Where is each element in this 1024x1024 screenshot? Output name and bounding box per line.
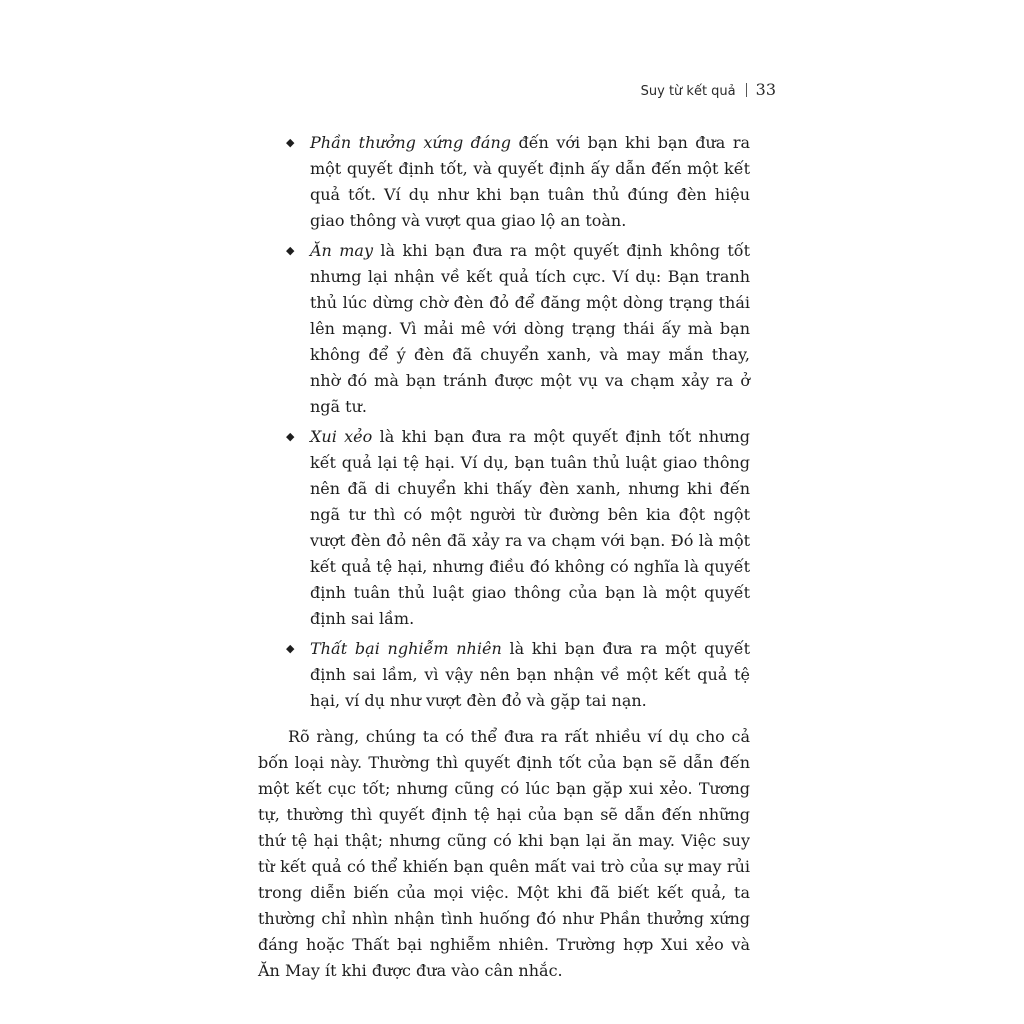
bullet-icon: ◆ xyxy=(286,244,295,257)
header-separator xyxy=(746,83,747,97)
list-item-text: là khi bạn đưa ra một quyết định sai lầm, vì vậy nên bạn nhận về một kết quả tệ hại, ví dụ như vượt đèn đỏ và gặp tai nạn. xyxy=(310,639,750,710)
list-item-text: là khi bạn đưa ra một quyết định tốt nhưng kết quả lại tệ hại. Ví dụ, bạn tuân thủ luật giao thông nên đã di chuyển khi thấy đèn xanh, nhưng khi đến ngã tư thì có một người từ đường bên kia đột ngột vượt đèn đỏ nên đã xảy ra va chạm với bạn. Đó là một kết quả tệ hại, nhưng điều đó không có nghĩa là quyết định tuân thủ luật giao thông của bạn là một quyết định sai lầm. xyxy=(310,427,750,628)
running-header xyxy=(540,80,776,99)
list-item-term: Ăn may xyxy=(310,241,374,260)
running-title: Suy từ kết quả xyxy=(640,84,736,99)
page-number: 33 xyxy=(755,80,776,99)
list-item xyxy=(258,238,750,420)
list-item-text: là khi bạn đưa ra một quyết định không tốt nhưng lại nhận về kết quả tích cực. Ví dụ: Bạn tranh thủ lúc dừng chờ đèn đỏ để đăng một dòng trạng thái lên mạng. Vì mải mê với dòng trạng thái ấy mà bạn không để ý đèn đã chuyển xanh, và may mắn thay, nhờ đó mà bạn tránh được một vụ va chạm xảy ra ở ngã tư. xyxy=(310,241,750,416)
body-text xyxy=(258,130,750,984)
list-item-term: Xui xẻo xyxy=(310,427,373,446)
list-item-term: Thất bại nghiễm nhiên xyxy=(310,639,502,658)
list-item-text: đến với bạn khi bạn đưa ra một quyết định tốt, và quyết định ấy dẫn đến một kết quả tốt. Ví dụ như khi bạn tuân thủ đúng đèn hiệu giao thông và vượt qua giao lộ an toàn. xyxy=(310,133,751,230)
list-item-term: Phần thưởng xứng đáng xyxy=(310,133,511,152)
bullet-icon: ◆ xyxy=(286,642,295,655)
bullet-icon: ◆ xyxy=(286,430,295,443)
bullet-icon: ◆ xyxy=(286,136,295,149)
list-item xyxy=(258,130,750,234)
body-paragraph: Rõ ràng, chúng ta có thể đưa ra rất nhiều ví dụ cho cả bốn loại này. Thường thì quyết định tốt của bạn sẽ dẫn đến một kết cục tốt; nhưng cũng có lúc bạn gặp xui xẻo. Tương tự, thường thì quyết định tệ hại của bạn sẽ dẫn đến những thứ tệ hại thật; nhưng cũng có khi bạn lại ăn may. Việc suy từ kết quả có thể khiến bạn quên mất vai trò của sự may rủi trong diễn biến của mọi việc. Một khi đã biết kết quả, ta thường chỉ nhìn nhận tình huống đó như Phần thưởng xứng đáng hoặc Thất bại nghiễm nhiên. Trường hợp Xui xẻo và Ăn May ít khi được đưa vào cân nhắc. xyxy=(258,727,750,980)
list-item xyxy=(258,636,750,714)
list-item xyxy=(258,424,750,632)
bullet-list xyxy=(258,130,750,714)
